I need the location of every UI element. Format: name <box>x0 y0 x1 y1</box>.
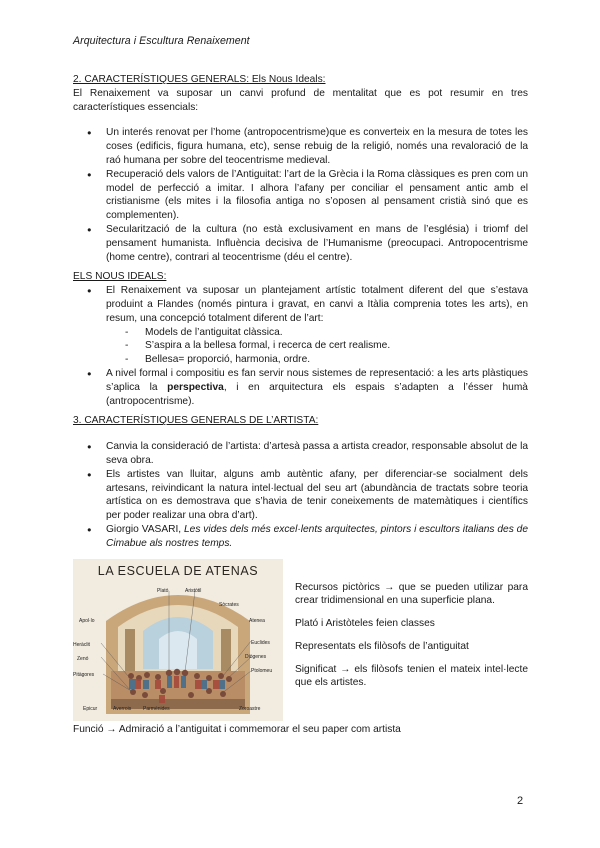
section-2-intro: El Renaixement va suposar un canvi profund de mentalitat que es pot resumir en tres característiques essencials: <box>73 87 528 113</box>
ideals-heading: ELS NOUS IDEALS: <box>73 271 167 283</box>
painting-label: Euclides <box>251 639 270 646</box>
ideals-bullets <box>73 284 528 408</box>
list-item: ● Canvia la consideració de l’artista: d’artesà passa a artista creador, responsable absolut de la seva obra. <box>73 440 528 468</box>
running-header: Arquitectura i Escultura Renaixement <box>73 35 250 47</box>
painting-label: Apol·lo <box>79 617 95 624</box>
figure-notes <box>295 559 528 721</box>
painting-label: Heràclit <box>73 641 90 648</box>
painting-label: Plató <box>157 587 169 594</box>
section-2-bullets <box>73 126 528 264</box>
ideals-bullet-2-text: A nivel formal i compositiu es fan servir nous sistemes de representació: a les arts plàstiques s’aplica la <box>106 367 528 393</box>
list-item: ● Els artistes van lluitar, alguns amb autèntic afany, per diferenciar-se socialment dels artesans, reivindicant la natura intel·lectual del seu art (abundància de tractats sobre teoria artística on es demostrava que s’havia de tenir coneixements de matemàtiques i científics per poder realizar una obra d’art). <box>73 468 528 523</box>
list-item <box>73 523 528 551</box>
dash-item: - Models de l’antiguitat clàssica. <box>106 326 528 340</box>
perspectiva-term: perspectiva <box>167 381 224 393</box>
painting-label: Zenó <box>77 655 89 662</box>
painting-label: Sòcrates <box>219 601 239 608</box>
ideals-bullet-1: El Renaixement va suposar un plantejament artístic totalment diferent del que s’estava produint a Flandes (només pintura i gravat, en canvi a Itàlia comprenia totes les arts), en resum, una concepció totalment diferent de l’art: <box>106 285 528 324</box>
painting-label: Averrois <box>113 705 132 712</box>
section-3-heading: 3. CARACTERÍSTIQUES GENERALS DE L’ARTISTA: <box>73 415 319 427</box>
dash-item: - Bellesa= proporció, harmonia, ordre. <box>106 353 528 367</box>
figure-note: Recursos pictòrics → que se pueden utilizar para crear tridimensional en una superficie plana. <box>295 581 528 607</box>
figure-row <box>73 559 528 721</box>
list-item <box>73 284 528 367</box>
painting-label: Zoroastre <box>239 705 261 712</box>
list-item: ● Un interés renovat per l’home (antropocentrisme)que es converteix en la mesura de totes les coses (edificis, figura humana, etc), sense rebuig de la religió, només una revaloració de la raó humana per sobre del teocentrisme medieval. <box>73 126 528 167</box>
school-of-athens-image <box>73 559 283 721</box>
figure-note: Plató i Aristòteles feien classes <box>295 618 435 630</box>
list-item <box>73 367 528 408</box>
painting-label: Aristòtil <box>185 587 202 594</box>
section-3-bullets <box>73 440 528 550</box>
painting-label: Diògenes <box>245 653 267 660</box>
painting-title: LA ESCUELA DE ATENAS <box>97 563 259 578</box>
dash-item: - S’aspira a la bellesa formal, i recerca de cert realisme. <box>106 339 528 353</box>
ideals-dash-list <box>106 326 528 367</box>
vasari-name: Giorgio VASARI, <box>106 523 184 535</box>
vasari-book-title: Les vides dels més excel·lents arquitectes, pintors i escultors italians des de Cimabue als nostres temps. <box>106 523 528 549</box>
figure-note: Significat → els filòsofs tenien el mateix intel·lecte que els artistes. <box>295 663 528 689</box>
list-item: ● Secularització de la cultura (no està exclusivament en mans de l’església) i triomf del pensament humanista. Influència decisiva de l’Humanisme (preocupaci. Antropocentrisme (home centre), contrari al teocentrisme (déu el centre). <box>73 223 528 264</box>
figure-note: Representats els filòsofs de l’antiguitat <box>295 640 469 652</box>
painting-label: Ptolomeu <box>251 667 273 674</box>
funcio-line: Funció → Admiració a l’antiguitat i commemorar el seu paper com artista <box>73 723 401 735</box>
section-2-heading: 2. CARACTERÍSTIQUES GENERALS: Els Nous Ideals: <box>73 74 326 85</box>
page-number: 2 <box>517 795 524 807</box>
ideals-bullet-2-end: , i en arquitectura els espais s’adapten a l’ésser humà (antropocentrisme). <box>106 381 528 407</box>
painting-label: Pitàgores <box>73 671 95 678</box>
list-item: ● Recuperació dels valors de l’Antiguitat: l’art de la Grècia i la Roma clàssiques es pren com un model de perfecció a imitar. I alhora l’afany per conciliar el pensament antic amb el cristianisme (els mites i la filosofia antiga no s’oposen al pensament cristià sinó que es complementen). <box>73 168 528 223</box>
painting-label: Atenea <box>249 617 265 624</box>
painting-label: Epicur <box>83 705 98 712</box>
painting-label: Parmènides <box>143 705 170 712</box>
page-content <box>73 73 528 736</box>
